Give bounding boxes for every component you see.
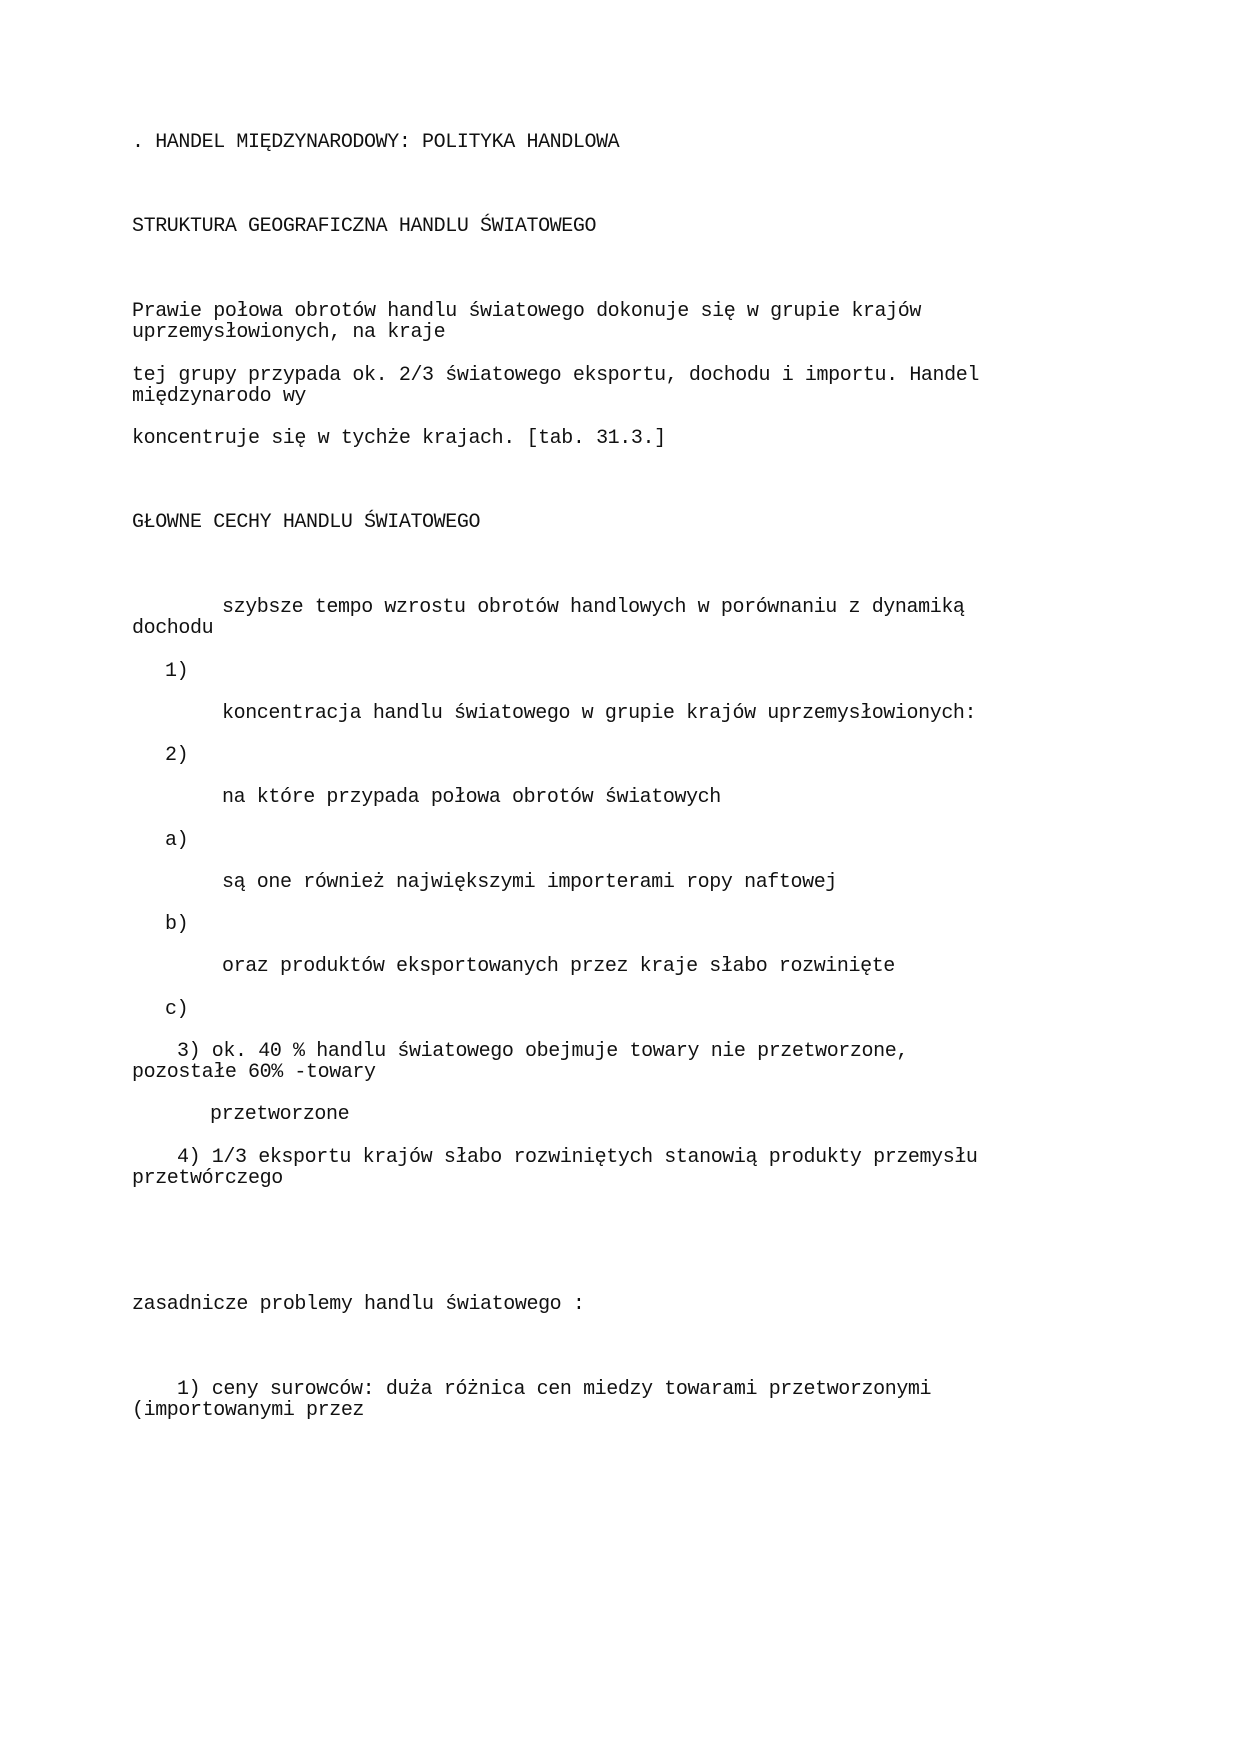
document-title: . HANDEL MIĘDZYNARODOWY: POLITYKA HANDLOWA xyxy=(132,131,620,154)
paragraph-line: międzynarodo wy xyxy=(132,385,307,408)
problem-1-line: (importowanymi przez xyxy=(132,1399,365,1422)
list-marker: b) xyxy=(165,913,189,936)
list-item-text: są one również największymi importerami ropy naftowej xyxy=(222,871,837,894)
list-marker: 2) xyxy=(165,744,189,767)
section-heading-main-features: GŁOWNE CECHY HANDLU ŚWIATOWEGO xyxy=(132,511,481,534)
paragraph-line: uprzemysłowionych, na kraje xyxy=(132,321,446,344)
list-marker: c) xyxy=(165,998,189,1021)
point-4-line: 4) 1/3 eksportu krajów słabo rozwiniętych stanowią produkty przemysłu xyxy=(177,1146,978,1169)
list-item-text: oraz produktów eksportowanych przez kraje słabo rozwinięte xyxy=(222,955,895,978)
point-3-line: przetworzone xyxy=(210,1103,350,1126)
list-marker: a) xyxy=(165,829,189,852)
problem-1-line: 1) ceny surowców: duża różnica cen miedzy towarami przetworzonymi xyxy=(177,1378,932,1401)
section-heading-geographic-structure: STRUKTURA GEOGRAFICZNA HANDLU ŚWIATOWEGO xyxy=(132,215,597,238)
list-item-text: szybsze tempo wzrostu obrotów handlowych w porównaniu z dynamiką xyxy=(222,596,965,619)
list-marker: 1) xyxy=(165,660,189,683)
paragraph-line: koncentruje się w tychże krajach. [tab. 31.3.] xyxy=(132,427,666,450)
list-item-text: na które przypada połowa obrotów światowych xyxy=(222,786,721,809)
list-item-text: koncentracja handlu światowego w grupie krajów uprzemysłowionych: xyxy=(222,702,977,725)
list-item-text: dochodu xyxy=(132,617,214,640)
section-heading-fundamental-problems: zasadnicze problemy handlu światowego : xyxy=(132,1293,585,1316)
paragraph-line: tej grupy przypada ok. 2/3 światowego eksportu, dochodu i importu. Handel xyxy=(132,364,979,387)
point-3-line: 3) ok. 40 % handlu światowego obejmuje towary nie przetworzone, xyxy=(177,1040,908,1063)
paragraph-line: Prawie połowa obrotów handlu światowego dokonuje się w grupie krajów xyxy=(132,300,921,323)
point-4-line: przetwórczego xyxy=(132,1167,283,1190)
point-3-line: pozostałe 60% -towary xyxy=(132,1061,376,1084)
